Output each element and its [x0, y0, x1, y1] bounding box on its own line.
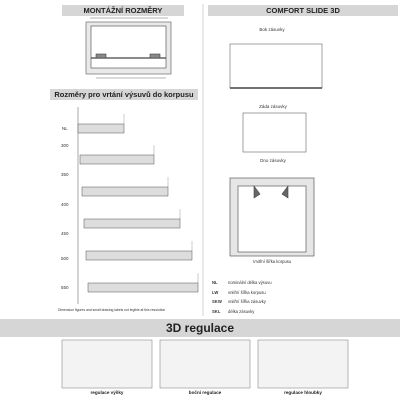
back-view-label: Záda zásuvky: [259, 104, 287, 109]
caption-hloubky: regulace hloubky: [284, 390, 322, 395]
comfort-header: COMFORT SLIDE 3D: [208, 5, 398, 16]
mount-drawing: [86, 18, 171, 78]
regulace-header: 3D regulace: [0, 319, 400, 337]
comfort-side-drawing: [230, 44, 322, 88]
legend-item: NL nominální délka výsuvu: [212, 280, 272, 285]
bottom-view-label: Dno zásuvky: [260, 158, 286, 163]
legend-item: LW vnitřní šířka korpusu: [212, 289, 266, 295]
nl-value: 400: [61, 202, 69, 207]
nl-axis: [61, 126, 69, 290]
nl-value: 350: [61, 172, 69, 177]
comfort-bottom-drawing: [230, 178, 314, 256]
korpus-label: Vnitřní šířka korpusu: [252, 259, 292, 264]
nl-value: 300: [61, 143, 69, 148]
legend-item: SKW vnitřní šířka zásuvky: [212, 299, 266, 305]
side-view-label: Bok zásuvky: [259, 27, 285, 32]
caption-vysky: regulace výšky: [90, 390, 124, 395]
nl-value: 550: [61, 285, 69, 290]
nl-value: 450: [61, 231, 69, 236]
drill-header: Rozměry pro vrtání výsuvů do korpusu: [50, 89, 198, 100]
drill-legibility-note: Dimension figures and small drawing labels not legible at this resolution: [58, 308, 166, 312]
caption-bocni: boční regulace: [188, 390, 222, 395]
legend: [212, 278, 272, 316]
regulace-panels: [62, 340, 348, 388]
comfort-back-drawing: [243, 113, 306, 152]
mount-header: MONTÁŽNÍ ROZMĚRY: [62, 5, 184, 16]
drill-drawing: [78, 107, 198, 304]
nl-axis-label: NL: [62, 126, 68, 131]
legend-item: SKL délka zásuvky: [212, 308, 255, 314]
nl-value: 500: [61, 256, 69, 261]
